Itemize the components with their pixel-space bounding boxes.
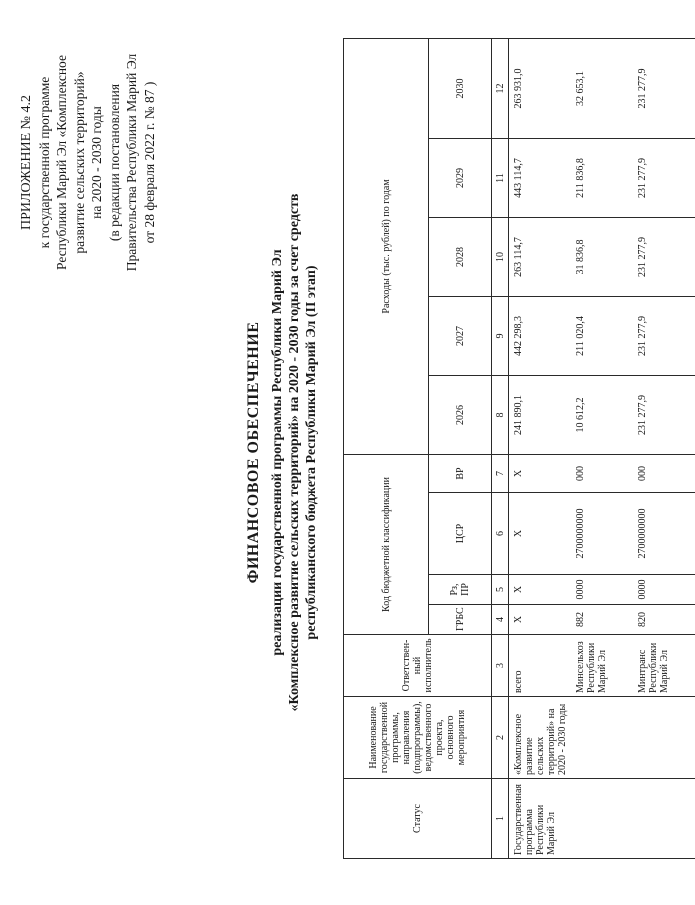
- value-cell: 231 277,9: [633, 296, 695, 375]
- column-index: 5: [492, 575, 509, 605]
- column-index: 3: [492, 635, 509, 697]
- csr-cell: Х: [509, 493, 572, 575]
- header-name: Наименование государственной программы, направления (подпрограммы), ведомственного проекта, основного мероприятия: [344, 697, 492, 779]
- header-executor: Ответствен-ный исполнитель: [344, 635, 492, 697]
- title-line: реализации государственной программы Республики Марий Эл: [270, 249, 285, 656]
- executor-cell: Минтранс Республики Марий Эл: [633, 635, 695, 697]
- value-cell: 211 020,4: [571, 296, 633, 375]
- header-csr: ЦСР: [429, 493, 492, 575]
- title-line: республиканского бюджета Республики Марий Эл (II этап): [304, 265, 319, 640]
- value-cell: 263 931,0: [509, 38, 572, 138]
- appendix-line: Правительства Республики Марий Эл: [124, 53, 139, 272]
- value-cell: 32 653,1: [571, 38, 633, 138]
- column-index: 8: [492, 375, 509, 454]
- column-index: 4: [492, 605, 509, 635]
- value-cell: 443 114,7: [509, 138, 572, 217]
- value-cell: 211 836,8: [571, 138, 633, 217]
- program-name-cell: «Комплексное развитие сельских территорий» на 2020 - 2030 годы: [509, 697, 695, 779]
- appendix-line: ПРИЛОЖЕНИЕ № 4.2: [19, 95, 34, 230]
- document-title: [245, 60, 320, 845]
- vr-cell: 000: [571, 454, 633, 492]
- value-cell: 442 298,3: [509, 296, 572, 375]
- table-row: [509, 38, 572, 858]
- appendix-line: Республики Марий Эл «Комплексное: [54, 55, 69, 270]
- rzpr-cell: 0000: [571, 575, 633, 605]
- column-index: 6: [492, 493, 509, 575]
- header-year: 2027: [429, 296, 492, 375]
- header-year: 2030: [429, 38, 492, 138]
- header-budget-code: Код бюджетной классификации: [344, 454, 429, 634]
- executor-cell: всего: [509, 635, 572, 697]
- grbs-cell: 882: [571, 605, 633, 635]
- header-grbs: ГРБС: [429, 605, 492, 635]
- executor-cell: Минсельхоз Республики Марий Эл: [571, 635, 633, 697]
- vr-cell: 000: [633, 454, 695, 492]
- vr-cell: Х: [509, 454, 572, 492]
- value-cell: 231 277,9: [633, 375, 695, 454]
- status-cell: Государственная программа Республики Марий Эл: [509, 779, 695, 859]
- column-index: 9: [492, 296, 509, 375]
- column-index: 7: [492, 454, 509, 492]
- appendix-line: развитие сельских территорий»: [71, 71, 87, 254]
- value-cell: 231 277,9: [633, 138, 695, 217]
- appendix-line: на 2020 - 2030 годы: [89, 106, 104, 219]
- header-year: 2026: [429, 375, 492, 454]
- rzpr-cell: Х: [509, 575, 572, 605]
- appendix-line: к государственной программе: [36, 76, 52, 249]
- appendix-note: [18, 20, 158, 305]
- rzpr-cell: 0000: [633, 575, 695, 605]
- header-vr: ВР: [429, 454, 492, 492]
- csr-cell: 2700000000: [571, 493, 633, 575]
- csr-cell: 2700000000: [633, 493, 695, 575]
- value-cell: 31 836,8: [571, 217, 633, 296]
- value-cell: 263 114,7: [509, 217, 572, 296]
- header-rzpr: Рз, ПР: [429, 575, 492, 605]
- appendix-line: (в редакции постановления: [106, 83, 122, 242]
- column-index: 12: [492, 38, 509, 138]
- column-index: 11: [492, 138, 509, 217]
- value-cell: 241 890,1: [509, 375, 572, 454]
- header-year: 2029: [429, 138, 492, 217]
- grbs-cell: 820: [633, 605, 695, 635]
- value-cell: 231 277,9: [633, 38, 695, 138]
- value-cell: 10 612,2: [571, 375, 633, 454]
- column-index: 10: [492, 217, 509, 296]
- header-status: Статус: [344, 779, 492, 859]
- column-index: 2: [492, 697, 509, 779]
- column-index: 1: [492, 779, 509, 859]
- financing-table: [343, 38, 695, 859]
- header-year: 2028: [429, 217, 492, 296]
- value-cell: 231 277,9: [633, 217, 695, 296]
- header-expenses: Расходы (тыс. рублей) по годам: [344, 38, 429, 454]
- title-line: «Комплексное развитие сельских территорий» на 2020 - 2030 годы за счет средств: [287, 193, 302, 712]
- title-main: ФИНАНСОВОЕ ОБЕСПЕЧЕНИЕ: [245, 321, 262, 584]
- grbs-cell: Х: [509, 605, 572, 635]
- appendix-line: от 28 февраля 2022 г. № 87 ): [141, 81, 157, 244]
